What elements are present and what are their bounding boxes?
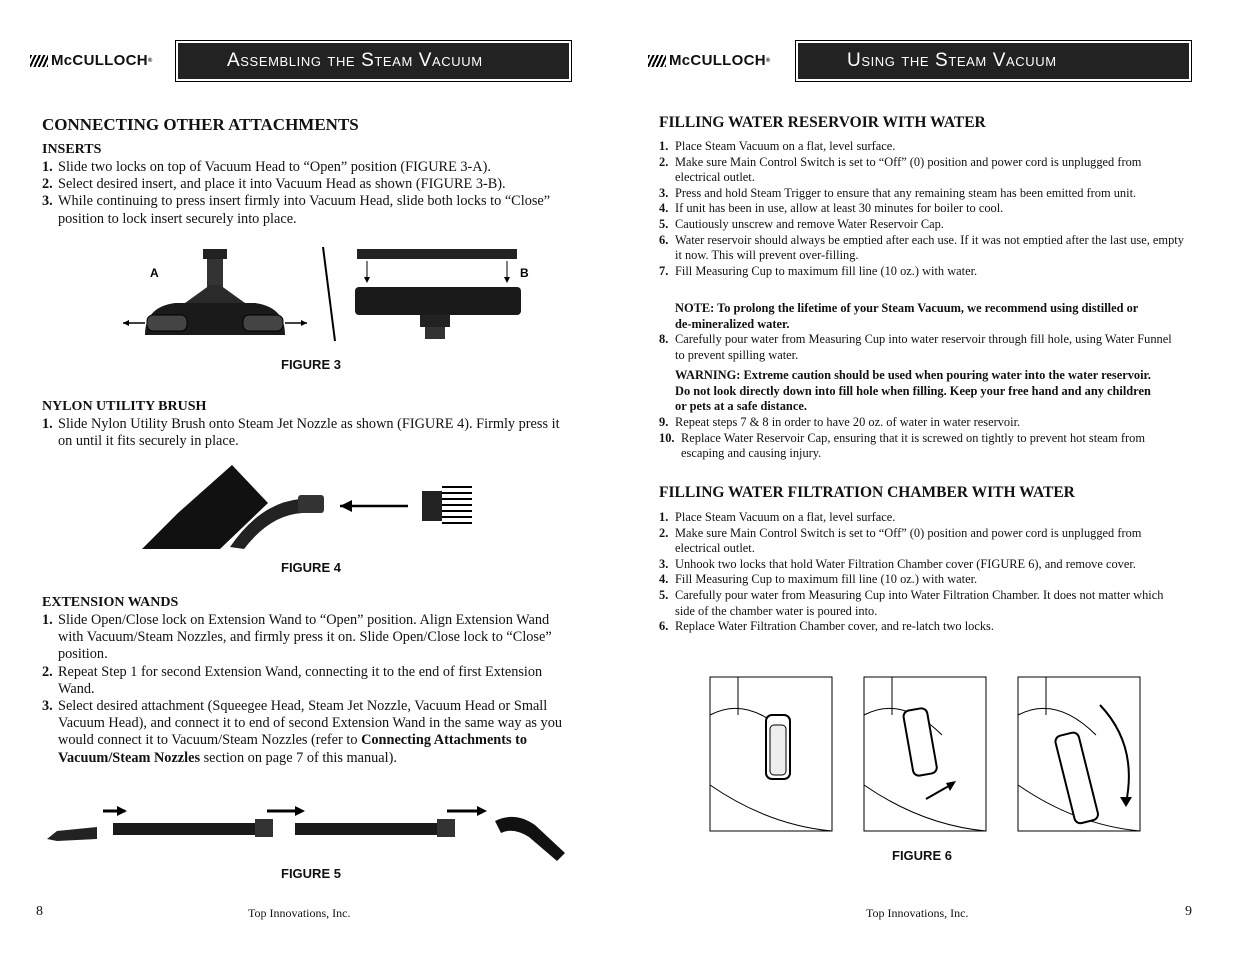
inserts-heading: INSERTS bbox=[42, 142, 102, 157]
figure-6-caption: FIGURE 6 bbox=[892, 848, 952, 863]
figure-4-caption: FIGURE 4 bbox=[281, 560, 341, 575]
figure-6-illustration bbox=[708, 675, 1148, 833]
warning-text: WARNING: Extreme caution should be used when pouring water into the water reservoir. Do not look directly down into fill hole when filling. Keep your free hand and any children or pets at a safe distance. bbox=[675, 368, 1152, 414]
list-item: 4. If unit has been in use, allow at least 30 minutes for boiler to cool. bbox=[659, 201, 1004, 216]
figure-5-illustration bbox=[45, 803, 575, 865]
right-page bbox=[618, 0, 1235, 954]
figure-3-label-a: A bbox=[150, 266, 159, 280]
list-item: 2. Make sure Main Control Switch is set to “Off” (0) position and power cord is unplugged from electrical outlet. bbox=[659, 525, 1142, 556]
list-item: 3. Select desired attachment (Squeegee Head, Steam Jet Nozzle, Vacuum Head or Small Vacuum Head), and connect it to end of second Extension Wand in the same way as you would connect it to Vacuum/Steam Nozzles (refer to Connecting Attachments to Vacuum/Steam Nozzles section on page 7 of this manual). bbox=[42, 698, 562, 766]
list-item: 6. Water reservoir should always be emptied after each use. If it was not emptied after the last use, empty it now. This will prevent over-filling. bbox=[659, 232, 1184, 263]
reservoir-steps-a bbox=[659, 139, 1184, 279]
extension-wands-heading: EXTENSION WANDS bbox=[42, 595, 179, 610]
brand-logo: McCULLOCH ® bbox=[30, 52, 153, 69]
list-item: 1. Slide Open/Close lock on Extension Wand to “Open” position. Align Extension Wand with Vacuum/Steam Nozzles, and firmly press it on. Slide Open/Close lock to “Close” position. bbox=[42, 612, 552, 663]
page-number: 8 bbox=[36, 904, 43, 919]
nylon-brush-steps bbox=[42, 416, 572, 450]
list-item: 5. Cautiously unscrew and remove Water Reservoir Cap. bbox=[659, 216, 944, 231]
list-item: 8. Carefully pour water from Measuring Cup into water reservoir through fill hole, using Water Funnel to prevent spilling water. bbox=[659, 332, 1172, 362]
inserts-steps bbox=[42, 159, 572, 228]
list-item: 1. Slide Nylon Utility Brush onto Steam Jet Nozzle as shown (FIGURE 4). Firmly press it on until it fits securely in place. bbox=[42, 416, 560, 450]
note-text: NOTE: To prolong the lifetime of your Steam Vacuum, we recommend using distilled or de-mineralized water. bbox=[675, 301, 1139, 331]
list-item: 5. Carefully pour water from Measuring Cup into Water Filtration Chamber. It does not matter which side of the chamber water is poured into. bbox=[659, 587, 1164, 618]
list-item: 1. Place Steam Vacuum on a flat, level surface. bbox=[659, 510, 896, 524]
filtration-steps bbox=[659, 510, 1184, 635]
figure-3-illustration bbox=[115, 245, 545, 345]
footer-text: Top Innovations, Inc. bbox=[866, 906, 969, 920]
extension-wands-steps bbox=[42, 612, 572, 767]
logo-mark-icon bbox=[30, 55, 48, 67]
list-item: 6. Replace Water Filtration Chamber cover, and re-latch two locks. bbox=[659, 619, 994, 634]
list-item: 10. Replace Water Reservoir Cap, ensuring that it is screwed on tightly to prevent hot steam from escaping and causing injury. bbox=[659, 430, 1145, 461]
left-page bbox=[0, 0, 617, 954]
list-item: 9. Repeat steps 7 & 8 in order to have 20 oz. of water in water reservoir. bbox=[659, 415, 1021, 429]
filtration-heading: FILLING WATER FILTRATION CHAMBER WITH WATER bbox=[659, 484, 1075, 501]
figure-5-caption: FIGURE 5 bbox=[281, 866, 341, 881]
header-bar bbox=[795, 40, 1192, 82]
figure-3-caption: FIGURE 3 bbox=[281, 357, 341, 372]
page-title: Using the Steam Vacuum bbox=[798, 43, 1189, 79]
list-item: 1. Place Steam Vacuum on a flat, level surface. bbox=[659, 139, 896, 153]
section-title: CONNECTING OTHER ATTACHMENTS bbox=[42, 115, 359, 134]
logo-mark-icon bbox=[648, 55, 666, 67]
nylon-brush-heading: NYLON UTILITY BRUSH bbox=[42, 399, 207, 414]
list-item: 1. Slide two locks on top of Vacuum Head to “Open” position (FIGURE 3-A). bbox=[42, 159, 491, 175]
list-item: 2. Repeat Step 1 for second Extension Wand, connecting it to the end of first Extension Wand. bbox=[42, 663, 543, 697]
header-bar bbox=[175, 40, 572, 82]
reservoir-heading: FILLING WATER RESERVOIR WITH WATER bbox=[659, 114, 986, 131]
list-item: 2. Select desired insert, and place it into Vacuum Head as shown (FIGURE 3-B). bbox=[42, 176, 506, 193]
list-item: 3. While continuing to press insert firmly into Vacuum Head, slide both locks to “Close” position to lock insert securely into place. bbox=[42, 193, 551, 227]
footer-text: Top Innovations, Inc. bbox=[248, 906, 351, 920]
list-item: 3. Unhook two locks that hold Water Filtration Chamber cover (FIGURE 6), and remove cover. bbox=[659, 556, 1136, 571]
list-item: 3. Press and hold Steam Trigger to ensure that any remaining steam has been emitted from unit. bbox=[659, 185, 1137, 200]
list-item: 7. Fill Measuring Cup to maximum fill line (10 oz.) with water. bbox=[659, 263, 978, 278]
reservoir-steps-b bbox=[659, 332, 1184, 363]
list-item: 2. Make sure Main Control Switch is set to “Off” (0) position and power cord is unplugged from electrical outlet. bbox=[659, 154, 1142, 185]
brand-logo: McCULLOCH ® bbox=[648, 52, 771, 69]
figure-4-illustration bbox=[140, 463, 500, 551]
list-item: 4. Fill Measuring Cup to maximum fill line (10 oz.) with water. bbox=[659, 572, 978, 587]
cross-reference: Connecting Attachments to Vacuum/Steam Nozzles bbox=[58, 732, 528, 766]
page-number: 9 bbox=[1185, 904, 1192, 919]
figure-3-label-b: B bbox=[520, 266, 529, 280]
page-title: Assembling the Steam Vacuum bbox=[178, 43, 569, 79]
reservoir-steps-c bbox=[659, 415, 1184, 462]
